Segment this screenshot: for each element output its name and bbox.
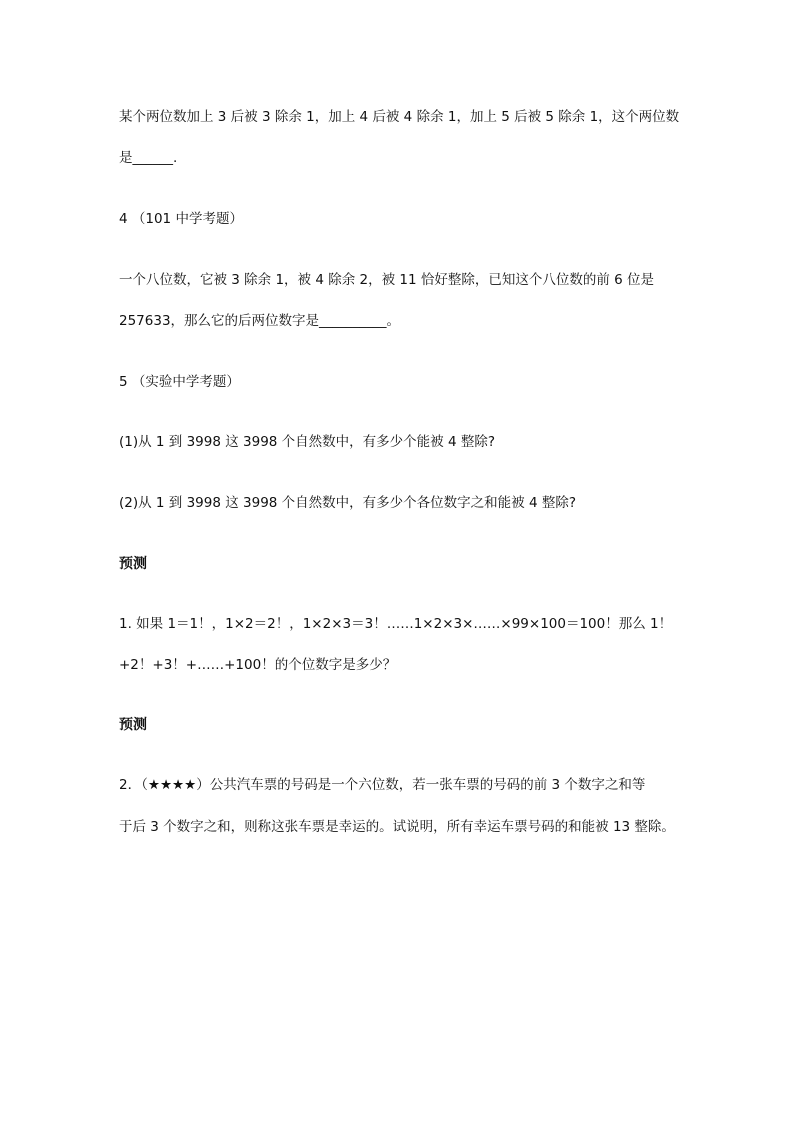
section-heading-prediction-1: 预测 (119, 556, 147, 572)
prediction-2-text-line-1: 2．（★★★★）公共汽车票的号码是一个六位数，若一张车票的号码的前 3 个数字之和等 (119, 777, 646, 793)
problem-5-part-1: (1)从 1 到 3998 这 3998 个自然数中，有多少个能被 4 整除? (119, 434, 496, 450)
problem-3-text-line-1: 某个两位数加上 3 后被 3 除余 1，加上 4 后被 4 除余 1，加上 5 后被 5 除余 1，这个两位数 (119, 109, 680, 125)
problem-5-header: 5 （实验中学考题） (119, 374, 240, 390)
problem-4-text-line-1: 一个八位数，它被 3 除余 1，被 4 除余 2，被 11 恰好整除，已知这个八位数的前 6 位是 (119, 272, 655, 288)
prediction-2-text-line-2: 于后 3 个数字之和，则称这张车票是幸运的。试说明，所有幸运车票号码的和能被 13 整除。 (119, 819, 675, 835)
section-heading-prediction-2: 预测 (119, 717, 147, 733)
problem-3-text-line-2: 是______. (119, 150, 178, 166)
prediction-1-text-line-1: 1. 如果 1＝1！，1×2＝2！，1×2×3＝3！……1×2×3×……×99×100＝100！那么 1！ (119, 616, 673, 632)
prediction-1-text-line-2: +2！+3！+……+100！的个位数字是多少？ (119, 657, 397, 673)
problem-5-part-2: (2)从 1 到 3998 这 3998 个自然数中，有多少个各位数字之和能被 4 整除? (119, 495, 577, 511)
problem-4-text-line-2: 257633，那么它的后两位数字是__________。 (119, 313, 401, 329)
problem-4-header: 4 （101 中学考题） (119, 211, 243, 227)
